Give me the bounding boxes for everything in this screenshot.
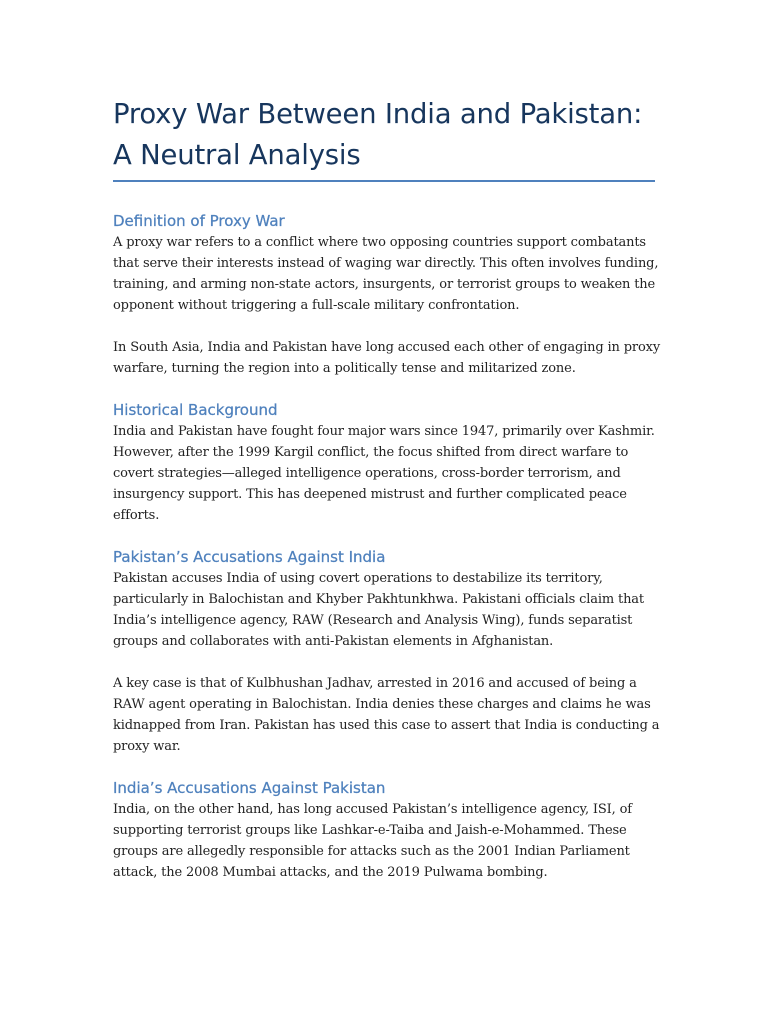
section-definition [113, 211, 661, 379]
section-heading: Definition of Proxy War [113, 212, 285, 230]
paragraph-line: warfare, turning the region into a politically tense and militarized zone. [113, 361, 576, 376]
paragraph-line: covert strategies—alleged intelligence operations, cross-border terrorism, and [113, 466, 621, 481]
paragraph [113, 232, 658, 316]
paragraph-line: supporting terrorist groups like Lashkar-e-Taiba and Jaish-e-Mohammed. These [113, 823, 627, 838]
paragraph-line: India’s intelligence agency, RAW (Research and Analysis Wing), funds separatist [113, 613, 633, 628]
paragraph [113, 673, 658, 757]
document-title-line: Proxy War Between India and Pakistan: [113, 98, 643, 130]
title-underline-rule [113, 180, 655, 182]
paragraph-line: A key case is that of Kulbhushan Jadhav, arrested in 2016 and accused of being a [113, 676, 637, 691]
paragraph-line: opponent without triggering a full-scale military confrontation. [113, 298, 520, 313]
paragraph-line: India and Pakistan have fought four major wars since 1947, primarily over Kashmir. [113, 424, 655, 439]
paragraph-line: groups are allegedly responsible for attacks such as the 2001 Indian Parliament [113, 844, 630, 859]
paragraph-line: attack, the 2008 Mumbai attacks, and the 2019 Pulwama bombing. [113, 865, 548, 880]
paragraph-line: India, on the other hand, has long accused Pakistan’s intelligence agency, ISI, of [113, 802, 632, 817]
paragraph [113, 337, 661, 379]
paragraph-line: In South Asia, India and Pakistan have long accused each other of engaging in proxy [113, 340, 661, 355]
paragraph-line: training, and arming non-state actors, insurgents, or terrorist groups to weaken the [113, 277, 656, 292]
paragraph-line: efforts. [113, 508, 160, 523]
paragraph-line: RAW agent operating in Balochistan. India denies these charges and claims he was [113, 697, 651, 712]
paragraph-line: that serve their interests instead of waging war directly. This often involves funding, [113, 256, 659, 271]
paragraph-line: particularly in Balochistan and Khyber Pakhtunkhwa. Pakistani officials claim that [113, 592, 644, 607]
paragraph [113, 799, 658, 883]
section-pakistan-accusations [113, 547, 658, 757]
document-title [113, 94, 658, 176]
section-heading: India’s Accusations Against Pakistan [113, 779, 386, 797]
section-heading: Historical Background [113, 401, 278, 419]
paragraph-line: proxy war. [113, 739, 181, 754]
paragraph [113, 568, 658, 652]
document-title-line: A Neutral Analysis [113, 139, 361, 171]
paragraph-line: Pakistan accuses India of using covert operations to destabilize its territory, [113, 571, 603, 586]
section-heading: Pakistan’s Accusations Against India [113, 548, 386, 566]
paragraph-line: insurgency support. This has deepened mistrust and further complicated peace [113, 487, 627, 502]
paragraph [113, 421, 658, 526]
paragraph-line: groups and collaborates with anti-Pakistan elements in Afghanistan. [113, 634, 554, 649]
paragraph-spacer [113, 652, 658, 673]
section-historical-background [113, 400, 658, 526]
paragraph-line: However, after the 1999 Kargil conflict, the focus shifted from direct warfare to [113, 445, 629, 460]
paragraph-line: A proxy war refers to a conflict where two opposing countries support combatants [113, 235, 646, 250]
paragraph-spacer [113, 316, 658, 337]
section-india-accusations [113, 778, 658, 883]
paragraph-line: kidnapped from Iran. Pakistan has used this case to assert that India is conducting a [113, 718, 660, 733]
document-body [113, 94, 661, 883]
